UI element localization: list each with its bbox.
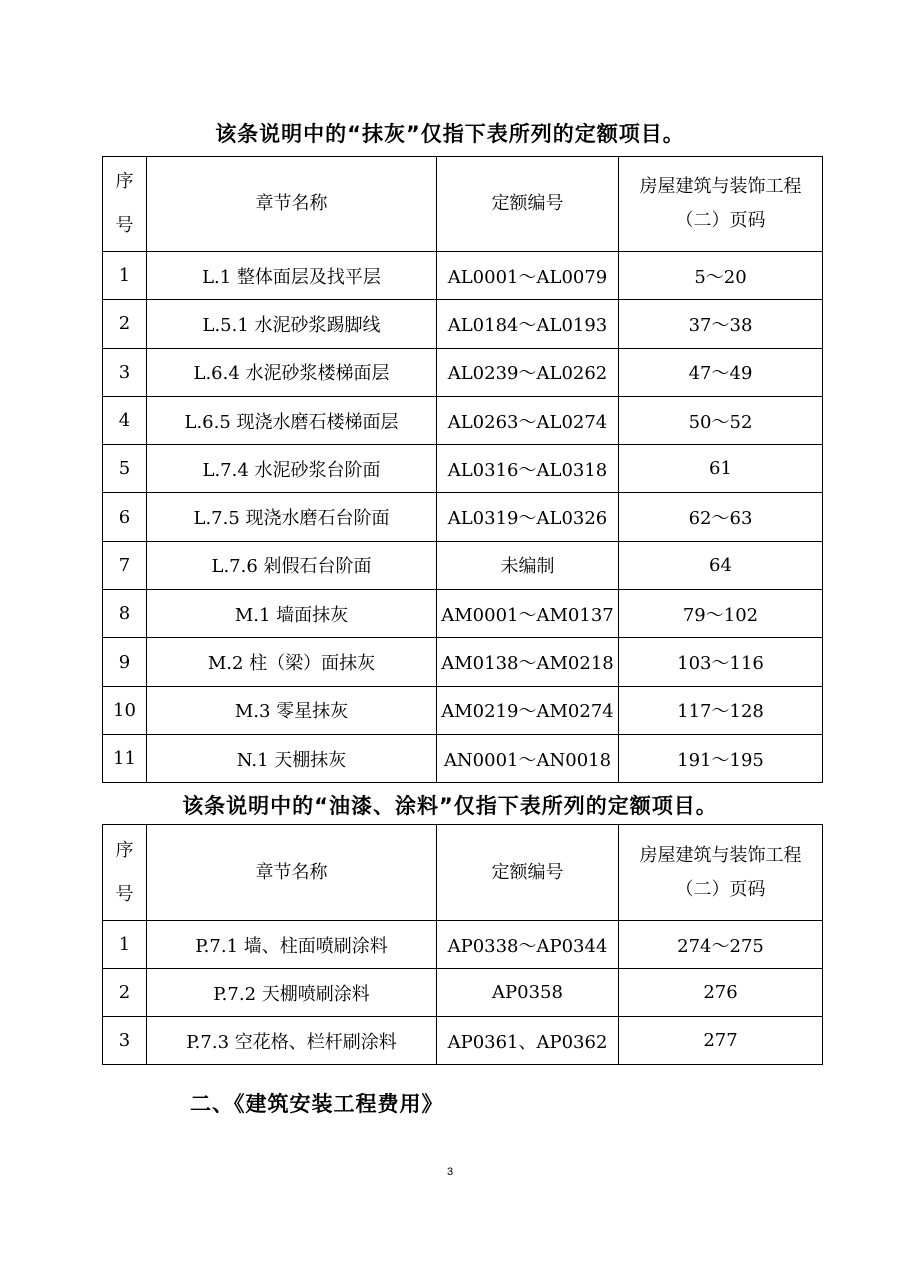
table-row <box>103 590 823 638</box>
table-row <box>103 252 823 300</box>
chapter-cell: P.7.3 空花格、栏杆刷涂料 <box>147 1017 437 1065</box>
chapter-cell: L.7.4 水泥砂浆台阶面 <box>147 445 437 493</box>
table-row <box>103 734 823 782</box>
code-cell: 未编制 <box>437 541 619 589</box>
chapter-header: 章节名称 <box>147 157 437 252</box>
chapter-cell: L.7.6 剁假石台阶面 <box>147 541 437 589</box>
seq-cell: 7 <box>103 541 147 589</box>
code-cell: AP0358 <box>437 969 619 1017</box>
code-cell: AM0001～AM0137 <box>437 590 619 638</box>
table-row <box>103 445 823 493</box>
page-cell: 50～52 <box>619 396 823 444</box>
page-header: 房屋建筑与装饰工程（二）页码 <box>619 825 823 921</box>
seq-header: 序 号 <box>103 157 147 252</box>
table-row <box>103 1017 823 1065</box>
code-cell: AL0184～AL0193 <box>437 300 619 348</box>
chapter-cell: M.2 柱（梁）面抹灰 <box>147 638 437 686</box>
page-cell: 47～49 <box>619 348 823 396</box>
seq-cell: 3 <box>103 1017 147 1065</box>
seq-cell: 4 <box>103 396 147 444</box>
code-cell: AM0219～AM0274 <box>437 686 619 734</box>
page-header: 房屋建筑与装饰工程（二）页码 <box>619 157 823 252</box>
table-row <box>103 686 823 734</box>
chapter-header: 章节名称 <box>147 825 437 921</box>
chapter-cell: M.1 墙面抹灰 <box>147 590 437 638</box>
chapter-cell: L.1 整体面层及找平层 <box>147 252 437 300</box>
seq-cell: 1 <box>103 921 147 969</box>
section2-heading: 该条说明中的“油漆、涂料”仅指下表所列的定额项目。 <box>182 794 718 818</box>
code-cell: AL0316～AL0318 <box>437 445 619 493</box>
page-cell: 61 <box>619 445 823 493</box>
table-row <box>103 396 823 444</box>
plastering-quota-table <box>102 156 823 783</box>
chapter-cell: L.5.1 水泥砂浆踢脚线 <box>147 300 437 348</box>
page-cell: 191～195 <box>619 734 823 782</box>
code-cell: AL0239～AL0262 <box>437 348 619 396</box>
seq-cell: 9 <box>103 638 147 686</box>
seq-header: 序 号 <box>103 825 147 921</box>
code-cell: AN0001～AN0018 <box>437 734 619 782</box>
code-cell: AP0338～AP0344 <box>437 921 619 969</box>
table-header-row <box>103 825 823 921</box>
table-row <box>103 493 823 541</box>
page-cell: 37～38 <box>619 300 823 348</box>
chapter-cell: N.1 天棚抹灰 <box>147 734 437 782</box>
table-row <box>103 921 823 969</box>
table-row <box>103 300 823 348</box>
page-cell: 64 <box>619 541 823 589</box>
chapter-cell: L.7.5 现浇水磨石台阶面 <box>147 493 437 541</box>
page-cell: 103～116 <box>619 638 823 686</box>
table-row <box>103 348 823 396</box>
seq-cell: 3 <box>103 348 147 396</box>
section-two-heading: 二、《建筑安装工程费用》 <box>190 1092 444 1116</box>
code-header: 定额编号 <box>437 157 619 252</box>
code-cell: AM0138～AM0218 <box>437 638 619 686</box>
code-cell: AL0319～AL0326 <box>437 493 619 541</box>
code-cell: AL0263～AL0274 <box>437 396 619 444</box>
page-cell: 117～128 <box>619 686 823 734</box>
seq-cell: 5 <box>103 445 147 493</box>
page-cell: 62～63 <box>619 493 823 541</box>
page-number: 3 <box>446 1166 454 1178</box>
section1-heading: 该条说明中的“抹灰”仅指下表所列的定额项目。 <box>215 122 685 146</box>
page-cell: 79～102 <box>619 590 823 638</box>
chapter-cell: M.3 零星抹灰 <box>147 686 437 734</box>
seq-cell: 2 <box>103 969 147 1017</box>
seq-cell: 1 <box>103 252 147 300</box>
seq-cell: 8 <box>103 590 147 638</box>
seq-cell: 6 <box>103 493 147 541</box>
chapter-cell: L.6.5 现浇水磨石楼梯面层 <box>147 396 437 444</box>
code-cell: AL0001～AL0079 <box>437 252 619 300</box>
table-row <box>103 541 823 589</box>
table-row <box>103 638 823 686</box>
table-row <box>103 969 823 1017</box>
page-cell: 276 <box>619 969 823 1017</box>
page-cell: 274～275 <box>619 921 823 969</box>
chapter-cell: P.7.2 天棚喷刷涂料 <box>147 969 437 1017</box>
code-cell: AP0361、AP0362 <box>437 1017 619 1065</box>
seq-cell: 10 <box>103 686 147 734</box>
seq-cell: 11 <box>103 734 147 782</box>
page-cell: 277 <box>619 1017 823 1065</box>
page-cell: 5～20 <box>619 252 823 300</box>
code-header: 定额编号 <box>437 825 619 921</box>
paint-coating-quota-table <box>102 824 823 1065</box>
table-header-row <box>103 157 823 252</box>
chapter-cell: P.7.1 墙、柱面喷刷涂料 <box>147 921 437 969</box>
seq-cell: 2 <box>103 300 147 348</box>
chapter-cell: L.6.4 水泥砂浆楼梯面层 <box>147 348 437 396</box>
